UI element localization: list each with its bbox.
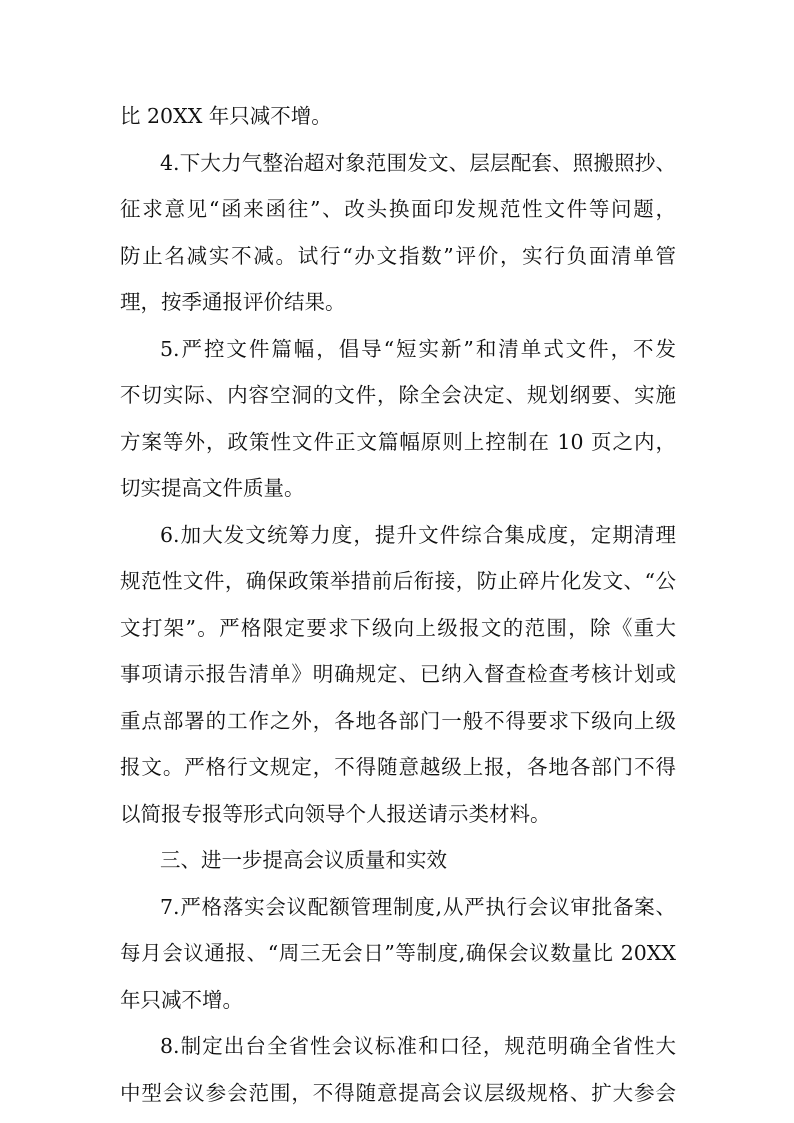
- text-line: 比 20XX 年只减不增。: [120, 104, 332, 128]
- text-line: 以简报专报等形式向领导个人报送请示类材料。: [120, 802, 551, 826]
- text-line: 方案等外，政策性文件正文篇幅原则上控制在 10 页之内，: [120, 430, 676, 454]
- text-line: 5.严控文件篇幅，倡导“短实新”和清单式文件，不发: [160, 337, 676, 361]
- text-line: 中型会议参会范围，不得随意提高会议层级规格、扩大参会: [120, 1081, 676, 1105]
- section-heading: 三、进一步提高会议质量和实效: [160, 848, 447, 872]
- text-line: 规范性文件，确保政策举措前后衔接，防止碎片化发文、“公: [120, 569, 676, 593]
- text-line: 7.严格落实会议配额管理制度,从严执行会议审批备案、: [160, 895, 676, 919]
- text-line: 4.下大力气整治超对象范围发文、层层配套、照搬照抄、: [160, 151, 676, 175]
- text-line: 年只减不增。: [120, 988, 243, 1012]
- text-line: 重点部署的工作之外，各地各部门一般不得要求下级向上级: [120, 709, 676, 733]
- text-line: 切实提高文件质量。: [120, 476, 305, 500]
- text-line: 理，按季通报评价结果。: [120, 290, 346, 314]
- text-line: 文打架”。严格限定要求下级向上级报文的范围，除《重大: [120, 616, 676, 640]
- text-line: 每月会议通报、“周三无会日”等制度,确保会议数量比 20XX: [120, 941, 676, 965]
- text-line: 不切实际、内容空洞的文件，除全会决定、规划纲要、实施: [120, 383, 676, 407]
- text-line: 报文。严格行文规定，不得随意越级上报，各地各部门不得: [120, 755, 676, 779]
- text-line: 防止名减实不减。试行“办文指数”评价，实行负面清单管: [120, 244, 676, 268]
- text-line: 征求意见“函来函往”、改头换面印发规范性文件等问题，: [120, 197, 676, 221]
- text-line: 8.制定出台全省性会议标准和口径，规范明确全省性大: [160, 1034, 676, 1058]
- text-line: 6.加大发文统筹力度，提升文件综合集成度，定期清理: [160, 523, 676, 547]
- text-line: 事项请示报告清单》明确规定、已纳入督查检查考核计划或: [120, 662, 676, 686]
